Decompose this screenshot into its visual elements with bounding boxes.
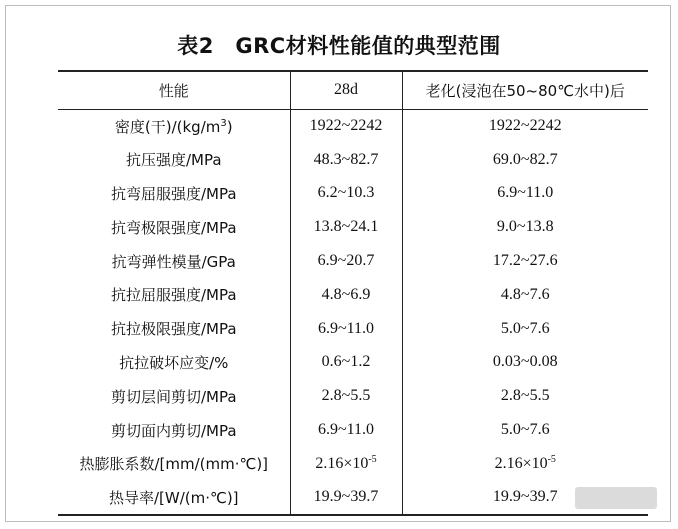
value-aged-cell: 5.0~7.6: [402, 312, 648, 346]
property-cell: 热导率/[W/(m·℃)]: [58, 481, 290, 515]
header-aged: 老化(浸泡在50~80℃水中)后: [402, 71, 648, 109]
value-aged-cell: 17.2~27.6: [402, 244, 648, 278]
property-cell: 剪切层间剪切/MPa: [110, 387, 237, 406]
value-28d-cell: 6.9~11.0: [290, 413, 402, 447]
value-aged-cell: 6.9~11.0: [402, 177, 648, 211]
value-28d-cell: 0.6~1.2: [290, 346, 402, 380]
property-cell: 抗拉极限强度/MPa: [110, 320, 237, 339]
table-row: [58, 379, 648, 413]
value-28d-cell: 13.8~24.1: [290, 210, 402, 244]
header-28d: 28d: [290, 71, 402, 109]
value-aged-cell: 1922~2242: [402, 109, 648, 143]
table-row: [58, 109, 648, 143]
property-cell: 抗拉屈服强度/MPa: [110, 286, 237, 305]
property-cell: 抗弯极限强度/MPa: [110, 218, 237, 237]
value-28d-cell: 2.8~5.5: [290, 379, 402, 413]
property-cell: 抗弯屈服强度/MPa: [110, 184, 237, 203]
value-aged-cell: 19.9~39.7: [402, 481, 648, 515]
value-28d-cell: 6.9~20.7: [290, 244, 402, 278]
table-row: [58, 210, 648, 244]
table-row: [58, 413, 648, 447]
table-row: [58, 312, 648, 346]
value-aged-cell: 0.03~0.08: [402, 346, 648, 380]
table-row: [58, 481, 648, 515]
table-row: [58, 143, 648, 177]
value-28d-cell: 1922~2242: [290, 109, 402, 143]
value-aged-cell: 5.0~7.6: [402, 413, 648, 447]
property-cell: 抗弯弹性模量/GPa: [111, 252, 236, 271]
table-header-row: [58, 71, 648, 109]
table-row: [58, 244, 648, 278]
table-title: 表2 GRC材料性能值的典型范围: [177, 34, 501, 58]
value-aged-cell: $2.16\times 10^{-5}$: [402, 447, 648, 481]
watermark-overlay: [575, 487, 657, 509]
property-cell: 抗压强度/MPa: [125, 151, 222, 170]
table-row: [58, 447, 648, 481]
table-row: [58, 177, 648, 211]
value-28d-cell: 6.2~10.3: [290, 177, 402, 211]
value-28d-cell: 48.3~82.7: [290, 143, 402, 177]
property-cell: 剪切面内剪切/MPa: [110, 421, 237, 440]
value-28d-cell: $2.16\times 10^{-5}$: [290, 447, 402, 481]
property-cell: 抗拉破坏应变/%: [119, 353, 229, 372]
value-28d-cell: 19.9~39.7: [290, 481, 402, 515]
grc-properties-table: [58, 70, 648, 516]
value-aged-cell: 2.8~5.5: [402, 379, 648, 413]
header-property: 性能: [58, 71, 290, 109]
table-row: [58, 278, 648, 312]
table-row: [58, 346, 648, 380]
value-aged-cell: 69.0~82.7: [402, 143, 648, 177]
value-aged-cell: 9.0~13.8: [402, 210, 648, 244]
property-cell: 热膨胀系数/[mm/(mm·℃)]: [79, 455, 269, 474]
value-28d-cell: 4.8~6.9: [290, 278, 402, 312]
property-cell: 密度(干)$/(kg/m^3)$: [114, 117, 233, 136]
value-aged-cell: 4.8~7.6: [402, 278, 648, 312]
value-28d-cell: 6.9~11.0: [290, 312, 402, 346]
